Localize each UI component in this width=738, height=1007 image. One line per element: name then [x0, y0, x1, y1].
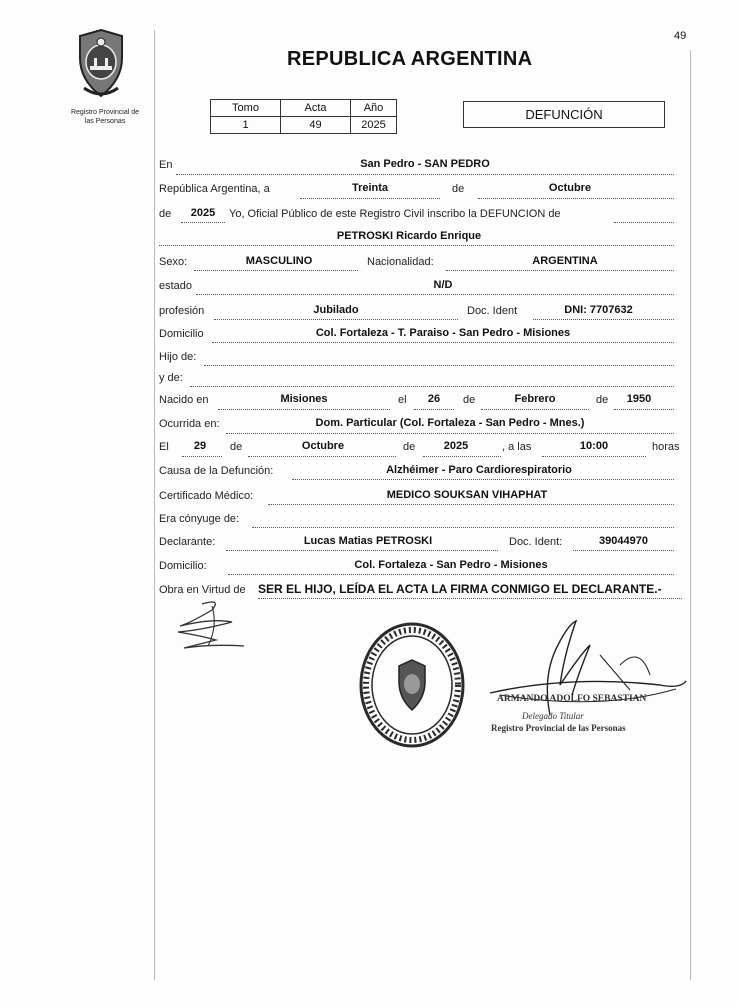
line-nacido-lugar — [218, 409, 390, 410]
value-lugar: San Pedro - SAN PEDRO — [360, 158, 490, 170]
label-ocurrida-en: Ocurrida en: — [159, 418, 220, 430]
official-role: Delegado Titular — [522, 711, 584, 721]
coat-of-arms-logo — [70, 28, 132, 100]
official-signature — [480, 615, 690, 725]
label-conyuge: Era cónyuge de: — [159, 513, 240, 525]
line-y-de — [190, 386, 674, 387]
label-de-1: de — [452, 183, 465, 195]
line-fecha-mes — [248, 456, 396, 457]
label-nacionalidad: Nacionalidad: — [367, 256, 434, 268]
record-table — [210, 99, 397, 134]
label-en: En — [159, 159, 173, 171]
registry-name: Registro Provincial de las Personas — [70, 109, 140, 125]
value-declarante: Lucas Matias PETROSKI — [303, 535, 433, 547]
label-de-6: de — [403, 441, 416, 453]
value-fecha-dia: 29 — [193, 440, 207, 452]
label-y-de: y de: — [159, 372, 183, 384]
tomo-header: Tomo — [211, 100, 281, 117]
line-domicilio — [212, 342, 674, 343]
label-doc-ident: Doc. Ident — [467, 305, 518, 317]
acta-header: Acta — [281, 100, 351, 117]
label-de-2: de — [159, 208, 172, 220]
line-hijo-de — [204, 365, 674, 366]
value-declarante-domicilio: Col. Fortaleza - San Pedro - Misiones — [354, 559, 548, 571]
value-sexo: MASCULINO — [245, 255, 313, 267]
label-causa: Causa de la Defunción: — [159, 465, 274, 477]
value-nacionalidad: ARGENTINA — [532, 255, 598, 267]
value-doc: DNI: 7707632 — [564, 304, 633, 316]
line-declarante-doc — [573, 550, 674, 551]
line-fecha-dia — [182, 456, 222, 457]
line-fecha-anio — [423, 456, 501, 457]
value-nombre: PETROSKI Ricardo Enrique — [336, 230, 482, 242]
value-ocurrida: Dom. Particular (Col. Fortaleza - San Pedro - Mnes.) — [315, 417, 585, 429]
page-title: REPUBLICA ARGENTINA — [287, 48, 533, 70]
label-a-las: , a las — [502, 441, 532, 453]
value-dia: Treinta — [351, 182, 389, 194]
value-certificado: MEDICO SOUKSAN VIHAPHAT — [386, 489, 548, 501]
tomo-value: 1 — [211, 117, 281, 134]
line-profesion — [214, 319, 458, 320]
value-fecha-mes: Octubre — [301, 440, 345, 452]
value-nacido-mes: Febrero — [514, 393, 556, 405]
line-obra — [258, 598, 682, 599]
line-nacido-dia — [414, 409, 454, 410]
official-seal — [357, 620, 467, 750]
label-de-5: de — [230, 441, 243, 453]
acta-value: 49 — [281, 117, 351, 134]
label-obra: Obra en Virtud de — [159, 584, 246, 596]
page-number: 49 — [674, 30, 687, 42]
label-de-4: de — [596, 394, 609, 406]
label-certificado: Certificado Médico: — [159, 490, 254, 502]
line-nacionalidad — [446, 270, 674, 271]
line-conyuge — [252, 527, 674, 528]
value-fecha-anio: 2025 — [443, 440, 469, 452]
label-de-3: de — [463, 394, 476, 406]
line-declarante-domicilio — [228, 574, 674, 575]
record-type-box: DEFUNCIÓN — [463, 101, 665, 128]
label-republica: República Argentina, a — [159, 183, 270, 195]
value-obra: SER EL HIJO, LEÍDA EL ACTA LA FIRMA CONMIGO EL DECLARANTE.- — [258, 582, 662, 596]
line-nacido-mes — [481, 409, 589, 410]
anio-value: 2025 — [351, 117, 397, 134]
value-hora: 10:00 — [579, 440, 609, 452]
line-doc — [533, 319, 674, 320]
line-certificado — [268, 504, 674, 505]
line-mes — [478, 198, 674, 199]
value-causa: Alzhéimer - Paro Cardiorespiratorio — [386, 464, 572, 476]
value-anio: 2025 — [190, 207, 216, 219]
line-nombre — [159, 245, 674, 246]
label-nacido-en: Nacido en — [159, 394, 209, 406]
label-el: el — [398, 394, 407, 406]
label-horas: horas — [652, 441, 680, 453]
value-nacido-lugar: Misiones — [280, 393, 328, 405]
line-ocurrida — [226, 433, 674, 434]
right-margin-line — [690, 50, 691, 980]
label-hijo-de: Hijo de: — [159, 351, 197, 363]
line-anio — [181, 222, 225, 223]
anio-header: Año — [351, 100, 397, 117]
line-en — [176, 174, 674, 175]
label-profesion: profesión — [159, 305, 205, 317]
label-el-cap: El — [159, 441, 169, 453]
left-margin-line — [154, 30, 155, 980]
official-name: ARMANDO ADOLFO SEBASTIAN — [497, 694, 647, 704]
label-yo-oficial: Yo, Oficial Público de este Registro Civil inscribo la DEFUNCION de — [229, 208, 561, 220]
line-declarante — [226, 550, 498, 551]
value-declarante-doc: 39044970 — [599, 535, 648, 547]
value-mes: Octubre — [548, 182, 592, 194]
line-hora — [542, 456, 646, 457]
line-yo — [614, 222, 674, 223]
value-domicilio: Col. Fortaleza - T. Paraiso - San Pedro - Misiones — [315, 327, 571, 339]
line-estado — [196, 294, 674, 295]
label-declarante: Declarante: — [159, 536, 216, 548]
value-nacido-anio: 1950 — [626, 393, 652, 405]
label-doc-ident-colon: Doc. Ident: — [509, 536, 563, 548]
line-sexo — [194, 270, 358, 271]
declarant-signature — [172, 596, 252, 652]
label-estado: estado — [159, 280, 193, 292]
line-nacido-anio — [614, 409, 674, 410]
value-estado: N/D — [433, 279, 453, 291]
label-domicilio-2: Domicilio: — [159, 560, 207, 572]
official-office: Registro Provincial de las Personas — [491, 723, 626, 733]
value-profesion: Jubilado — [313, 304, 359, 316]
line-causa — [292, 479, 674, 480]
label-domicilio: Domicilio — [159, 328, 204, 340]
value-nacido-dia: 26 — [427, 393, 441, 405]
label-sexo: Sexo: — [159, 256, 188, 268]
line-dia — [300, 198, 440, 199]
